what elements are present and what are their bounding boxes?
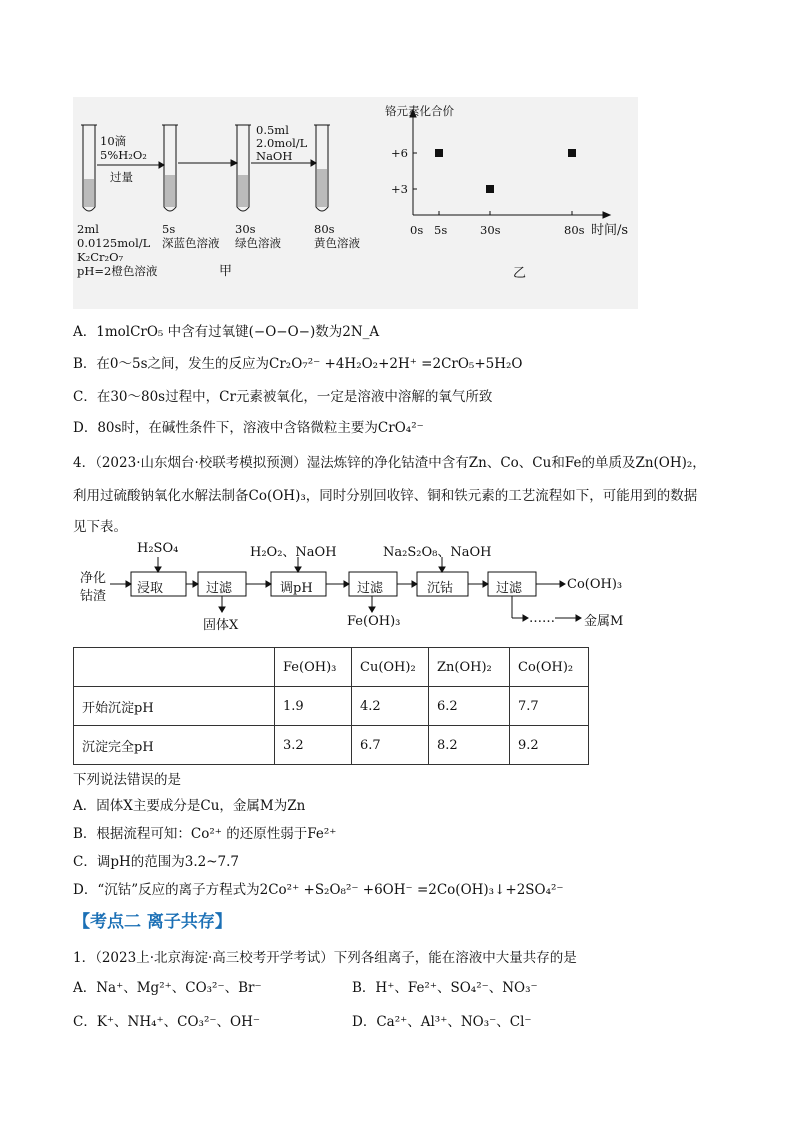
tube1-label-4: pH=2橙色溶液 (77, 264, 158, 278)
reagent2-line1: 0.5ml (256, 123, 289, 137)
q3-option-d: D．80s时，在碱性条件下，溶液中含铬微粒主要为CrO₄²⁻ (73, 420, 424, 436)
table-row (74, 726, 589, 765)
liquid-1 (84, 179, 94, 207)
q1-option-c: C．K⁺、NH₄⁺、CO₃²⁻、OH⁻ (73, 1014, 260, 1030)
flow-output-ellipsis: …… (529, 611, 555, 626)
chart-xlabel: 时间/s (591, 223, 629, 238)
flow-output-feoh3: Fe(OH)₃ (347, 614, 401, 629)
table-cell: 沉淀完全pH (74, 726, 275, 765)
flow-reagent-3: Na₂S₂O₈、NaOH (383, 545, 492, 560)
reagent1-note: 过量 (110, 170, 133, 184)
tube2-time: 5s (162, 222, 176, 236)
figure-caption-jia: 甲 (219, 264, 233, 279)
flow-output-metal-m: 金属M (584, 614, 624, 629)
table-cell: 4.2 (352, 687, 429, 726)
q1-option-a: A．Na⁺、Mg²⁺、CO₃²⁻、Br⁻ (73, 980, 262, 996)
q4-stem-line3: 见下表。 (73, 519, 127, 535)
chart-point (435, 149, 443, 157)
table-cell: 6.2 (429, 687, 510, 726)
table-row (74, 687, 589, 726)
reagent1-line1: 10滴 (100, 134, 127, 148)
experiment-figure (73, 97, 638, 309)
figure-caption-yi: 乙 (513, 266, 527, 281)
liquid-3 (238, 175, 248, 207)
reagent2-line2: 2.0mol/L (256, 136, 308, 150)
flow-step-6: 过滤 (496, 581, 523, 596)
flow-step-3: 调pH (280, 581, 313, 596)
q3-option-c: C．在30～80s过程中，Cr元素被氧化，一定是溶液中溶解的氧气所致 (73, 389, 493, 405)
xtick-30: 30s (480, 223, 501, 237)
flow-step-4: 过滤 (357, 581, 384, 596)
flow-output-solid-x: 固体X (203, 618, 239, 633)
q4-option-d: D．“沉钴”反应的离子方程式为2Co²⁺ +S₂O₈²⁻ +6OH⁻ =2Co(OH)₃↓+2SO₄²⁻ (73, 882, 564, 898)
table-header (74, 648, 275, 687)
chart-point (568, 149, 576, 157)
ph-data-table (73, 647, 589, 765)
ytick-3: +3 (391, 182, 408, 196)
xtick-80: 80s (564, 223, 585, 237)
tube2-color: 深蓝色溶液 (162, 236, 220, 250)
tube3-color: 绿色溶液 (235, 236, 281, 250)
xtick-0: 0s (410, 223, 424, 237)
chart-point (486, 185, 494, 193)
flow-step-1: 浸取 (137, 581, 164, 596)
q4-stem-line2: 利用过硫酸钠氧化水解法制备Co(OH)₃，同时分别回收锌、铜和铁元素的工艺流程如下，可能用到的数据 (73, 488, 698, 504)
q1-option-b: B．H⁺、Fe²⁺、SO₄²⁻、NO₃⁻ (352, 980, 538, 996)
q4-option-b: B．根据流程可知：Co²⁺ 的还原性弱于Fe²⁺ (73, 826, 337, 842)
flow-start-line1: 净化 (80, 571, 107, 586)
flow-step-5: 沉钴 (427, 581, 454, 596)
q1-stem: 1．（2023上·北京海淀·高三校考开学考试）下列各组离子，能在溶液中大量共存的是 (73, 950, 577, 966)
reagent1-line2: 5%H₂O₂ (100, 148, 147, 162)
tube1-label-3: K₂Cr₂O₇ (77, 250, 124, 264)
q4-option-a: A．固体X主要成分是Cu，金属M为Zn (73, 798, 306, 814)
flow-output-cooh3: Co(OH)₃ (567, 577, 623, 592)
q4-question: 下列说法错误的是 (73, 772, 181, 788)
table-cell: 3.2 (275, 726, 352, 765)
table-cell: 8.2 (429, 726, 510, 765)
section-title: 【考点二 离子共存】 (73, 912, 232, 932)
table-header: Cu(OH)₂ (352, 648, 429, 687)
flow-reagent-2: H₂O₂、NaOH (250, 545, 337, 560)
tube4-time: 80s (314, 222, 335, 236)
tube3-time: 30s (235, 222, 256, 236)
q1-option-d: D．Ca²⁺、Al³⁺、NO₃⁻、Cl⁻ (352, 1014, 532, 1030)
table-cell: 6.7 (352, 726, 429, 765)
tube1-label-2: 0.0125mol/L (77, 236, 151, 250)
ytick-6: +6 (391, 146, 408, 160)
table-cell: 开始沉淀pH (74, 687, 275, 726)
table-cell: 7.7 (510, 687, 589, 726)
table-header-row (74, 648, 589, 687)
q4-option-c: C．调pH的范围为3.2~7.7 (73, 854, 239, 870)
q3-option-a: A．1molCrO₅ 中含有过氧键(−O−O−)数为2N_A (73, 324, 380, 340)
xtick-5: 5s (434, 223, 448, 237)
figure-drawing (73, 97, 638, 309)
table-cell: 1.9 (275, 687, 352, 726)
table-header: Co(OH)₂ (510, 648, 589, 687)
liquid-4 (317, 169, 327, 207)
q3-option-b: B．在0～5s之间，发生的反应为Cr₂O₇²⁻ +4H₂O₂+2H⁺ =2CrO₅+5H₂O (73, 356, 523, 372)
tube4-color: 黄色溶液 (314, 236, 360, 250)
q4-stem-line1: 4．（2023·山东烟台·校联考模拟预测）湿法炼锌的净化钴渣中含有Zn、Co、Cu和Fe的单质及Zn(OH)₂， (73, 455, 706, 471)
table-cell: 9.2 (510, 726, 589, 765)
flow-start-line2: 钴渣 (80, 589, 107, 604)
flow-reagent-1: H₂SO₄ (137, 541, 179, 556)
reagent2-line3: NaOH (256, 149, 293, 163)
table-header: Fe(OH)₃ (275, 648, 352, 687)
table-header: Zn(OH)₂ (429, 648, 510, 687)
tube1-label-1: 2ml (77, 222, 99, 236)
flow-step-2: 过滤 (206, 581, 233, 596)
liquid-2 (165, 175, 175, 207)
chart-ylabel: 铬元素化合价 (385, 104, 454, 118)
